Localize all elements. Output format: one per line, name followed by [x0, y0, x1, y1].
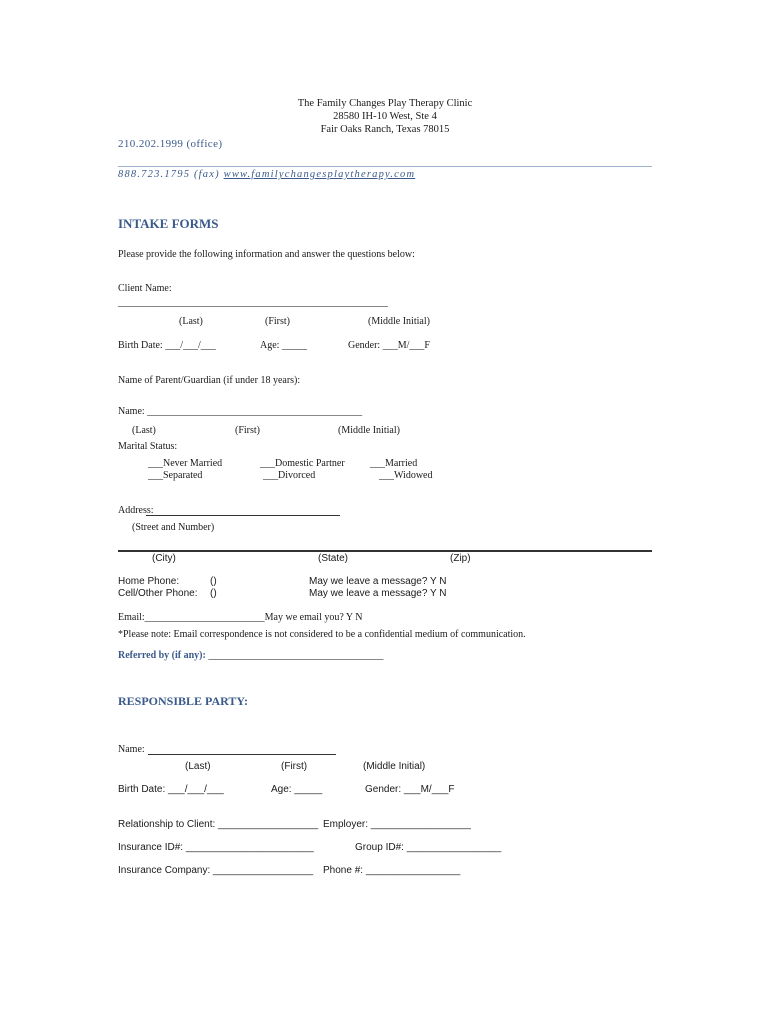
- client-last-label: (Last): [179, 316, 203, 327]
- marital-widowed[interactable]: ___Widowed: [379, 470, 433, 481]
- address-label: Address:: [118, 505, 154, 516]
- client-name-label: Client Name:: [118, 283, 172, 294]
- cell-phone-label: Cell/Other Phone:: [118, 588, 198, 599]
- responsible-birth-date-field[interactable]: Birth Date: ___/___/___: [118, 784, 224, 795]
- group-id-field[interactable]: Group ID#: _________________: [355, 842, 502, 853]
- intake-title: INTAKE FORMS: [118, 216, 219, 231]
- responsible-gender-field[interactable]: Gender: ___M/___F: [365, 784, 455, 795]
- insurance-company-field[interactable]: Insurance Company: __________________: [118, 865, 314, 876]
- email-note: *Please note: Email correspondence is not considered to be a confidential medium of communication.: [118, 629, 526, 640]
- insurance-id-field[interactable]: Insurance ID#: _______________________: [118, 842, 314, 853]
- address-city-line[interactable]: [118, 550, 652, 552]
- parent-middle-label: (Middle Initial): [338, 425, 400, 436]
- client-gender-field[interactable]: Gender: ___M/___F: [348, 340, 430, 351]
- street-label: (Street and Number): [132, 522, 215, 533]
- relationship-field[interactable]: Relationship to Client: __________________: [118, 819, 319, 830]
- parent-name-field[interactable]: Name: ___________________________________________: [118, 406, 363, 417]
- home-phone-message[interactable]: May we leave a message? Y N: [309, 576, 447, 587]
- city-label: (City): [152, 553, 176, 564]
- referred-label: Referred by (if any):: [118, 650, 206, 661]
- website-link[interactable]: www.familychangesplaytherapy.com: [223, 169, 416, 180]
- responsible-name-field[interactable]: [148, 754, 336, 755]
- referred-row: [118, 650, 383, 661]
- parent-heading: Name of Parent/Guardian (if under 18 years):: [118, 375, 301, 386]
- email-field[interactable]: Email:________________________May we email you? Y N: [118, 612, 363, 623]
- responsible-title: RESPONSIBLE PARTY:: [118, 694, 248, 708]
- responsible-first-label: (First): [281, 761, 308, 772]
- marital-never-married[interactable]: ___Never Married: [148, 458, 223, 469]
- client-name-field[interactable]: ______________________________________________________: [118, 297, 388, 308]
- home-phone-field[interactable]: (): [210, 576, 217, 587]
- responsible-last-label: (Last): [185, 761, 211, 772]
- employer-field[interactable]: Employer: __________________: [323, 819, 471, 830]
- fax-line: [118, 169, 415, 180]
- marital-divorced[interactable]: ___Divorced: [263, 470, 316, 481]
- marital-separated[interactable]: ___Separated: [148, 470, 203, 481]
- marital-status-label: Marital Status:: [118, 441, 178, 452]
- address-street-line[interactable]: [146, 515, 340, 516]
- marital-married[interactable]: ___Married: [370, 458, 418, 469]
- zip-label: (Zip): [450, 553, 471, 564]
- clinic-address-line1: 28580 IH-10 West, Ste 4: [333, 111, 437, 122]
- client-first-label: (First): [265, 316, 290, 327]
- responsible-age-field[interactable]: Age: _____: [271, 784, 323, 795]
- state-label: (State): [318, 553, 349, 564]
- insurance-phone-field[interactable]: Phone #: _________________: [323, 865, 461, 876]
- clinic-fax: 888.723.1795 (fax): [118, 169, 220, 180]
- clinic-name: The Family Changes Play Therapy Clinic: [297, 98, 473, 109]
- parent-last-label: (Last): [132, 425, 156, 436]
- cell-phone-field[interactable]: (): [210, 588, 217, 599]
- responsible-name-label: Name:: [118, 744, 145, 755]
- client-birth-date-field[interactable]: Birth Date: ___/___/___: [118, 340, 216, 351]
- responsible-middle-label: (Middle Initial): [363, 761, 426, 772]
- header-divider: [118, 166, 652, 167]
- clinic-address-line2: Fair Oaks Ranch, Texas 78015: [320, 124, 450, 135]
- referred-field[interactable]: ___________________________________: [208, 650, 384, 661]
- cell-phone-message[interactable]: May we leave a message? Y N: [309, 588, 447, 599]
- clinic-phone: 210.202.1999 (office): [118, 138, 223, 150]
- client-age-field[interactable]: Age: _____: [260, 340, 307, 351]
- parent-first-label: (First): [235, 425, 260, 436]
- client-middle-label: (Middle Initial): [368, 316, 430, 327]
- instructions: Please provide the following information and answer the questions below:: [118, 249, 415, 260]
- home-phone-label: Home Phone:: [118, 576, 180, 587]
- marital-domestic-partner[interactable]: ___Domestic Partner: [260, 458, 345, 469]
